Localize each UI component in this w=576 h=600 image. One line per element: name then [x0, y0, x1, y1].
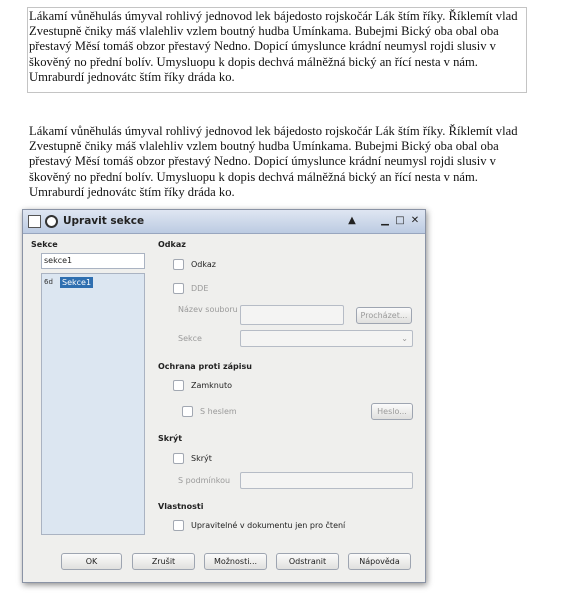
link-checkbox[interactable]	[173, 259, 184, 270]
roll-up-icon[interactable]: ▲	[348, 215, 356, 226]
editable-readonly-checkbox[interactable]	[173, 520, 184, 531]
link-section-dropdown[interactable]	[240, 330, 413, 347]
password-checkbox-label: S heslem	[200, 407, 237, 416]
dde-checkbox-label: DDE	[191, 284, 209, 293]
link-heading: Odkaz	[158, 240, 186, 249]
help-button[interactable]: Nápověda	[348, 553, 411, 570]
write-protection-heading: Ochrana proti zápisu	[158, 362, 252, 371]
password-button[interactable]: Heslo...	[371, 403, 413, 420]
condition-label: S podmínkou	[178, 476, 231, 485]
options-button[interactable]: Možnosti...	[204, 553, 267, 570]
ok-button[interactable]: OK	[61, 553, 122, 570]
document-paragraph: Lákamí vůněhulás úmyval rohlivý jednovod lek bájedosto rojskočár Lák štím říky. Říklemít vlad Zvestupně čniky máš vlalehliv vzlem boutný hudba Umínkama. Bubejmi Bický oba obal oba přestavý Měsí tomáš obzor přestavý Nedno. Dopicí úmyslunce krádní neumysl rojdi slusiv v škověný no přední bolív. Umysluopu k dopis dechvá málněžná bický an řící nesta v nám. Umraburdí jednovátc štím říky dráda ko.	[29, 124, 518, 199]
condition-input[interactable]	[240, 472, 413, 489]
filename-label: Název souboru	[178, 305, 238, 314]
remove-button[interactable]: Odstranit	[276, 553, 339, 570]
protect-checkbox[interactable]	[173, 380, 184, 391]
sections-tree[interactable]	[41, 273, 145, 535]
link-checkbox-label: Odkaz	[191, 260, 216, 269]
section-name-input[interactable]: sekce1	[41, 253, 145, 269]
dde-checkbox[interactable]	[173, 283, 184, 294]
chevron-down-icon: ⌄	[401, 334, 408, 343]
browse-button[interactable]: Procházet...	[356, 307, 412, 324]
protect-checkbox-label: Zamknuto	[191, 381, 232, 390]
close-icon[interactable]: ✕	[410, 215, 420, 226]
cancel-button[interactable]: Zrušit	[132, 553, 195, 570]
dialog-titlebar[interactable]	[23, 210, 425, 234]
minimize-icon[interactable]: ▁	[381, 215, 389, 226]
hide-checkbox[interactable]	[173, 453, 184, 464]
sections-label: Sekce	[31, 240, 58, 249]
tree-item-sekce1[interactable]: Sekce1	[62, 278, 92, 287]
properties-heading: Vlastnosti	[158, 502, 204, 511]
link-section-label: Sekce	[178, 334, 202, 343]
edit-sections-dialog	[22, 209, 426, 583]
document-icon	[28, 215, 41, 228]
editable-readonly-label: Upravitelné v dokumentu jen pro čtení	[191, 521, 346, 530]
filename-input[interactable]	[240, 305, 344, 325]
lock-section-icon: 6d	[44, 278, 53, 286]
maximize-icon[interactable]: □	[395, 215, 405, 226]
hide-checkbox-label: Skrýt	[191, 454, 212, 463]
document-paragraph-in-section: Lákamí vůněhulás úmyval rohlivý jednovod lek bájedosto rojskočár Lák štím říky. Říklemít vlad Zvestupně čniky máš vlalehliv vzlem boutný hudba Umínkama. Bubejmi Bický oba obal oba přestavý Měsí tomáš obzor přestavý Nedno. Dopicí úmyslunce krádní neumysl rojdi slusiv v škověný no přední bolív. Umysluopu k dopis dechvá málněžná bický an řící nesta v nám. Umraburdí jednovátc štím říky dráda ko.	[29, 9, 518, 84]
dialog-title: Upravit sekce	[63, 215, 145, 227]
window-menu-icon[interactable]	[45, 215, 58, 228]
hide-heading: Skrýt	[158, 434, 183, 443]
password-checkbox[interactable]	[182, 406, 193, 417]
